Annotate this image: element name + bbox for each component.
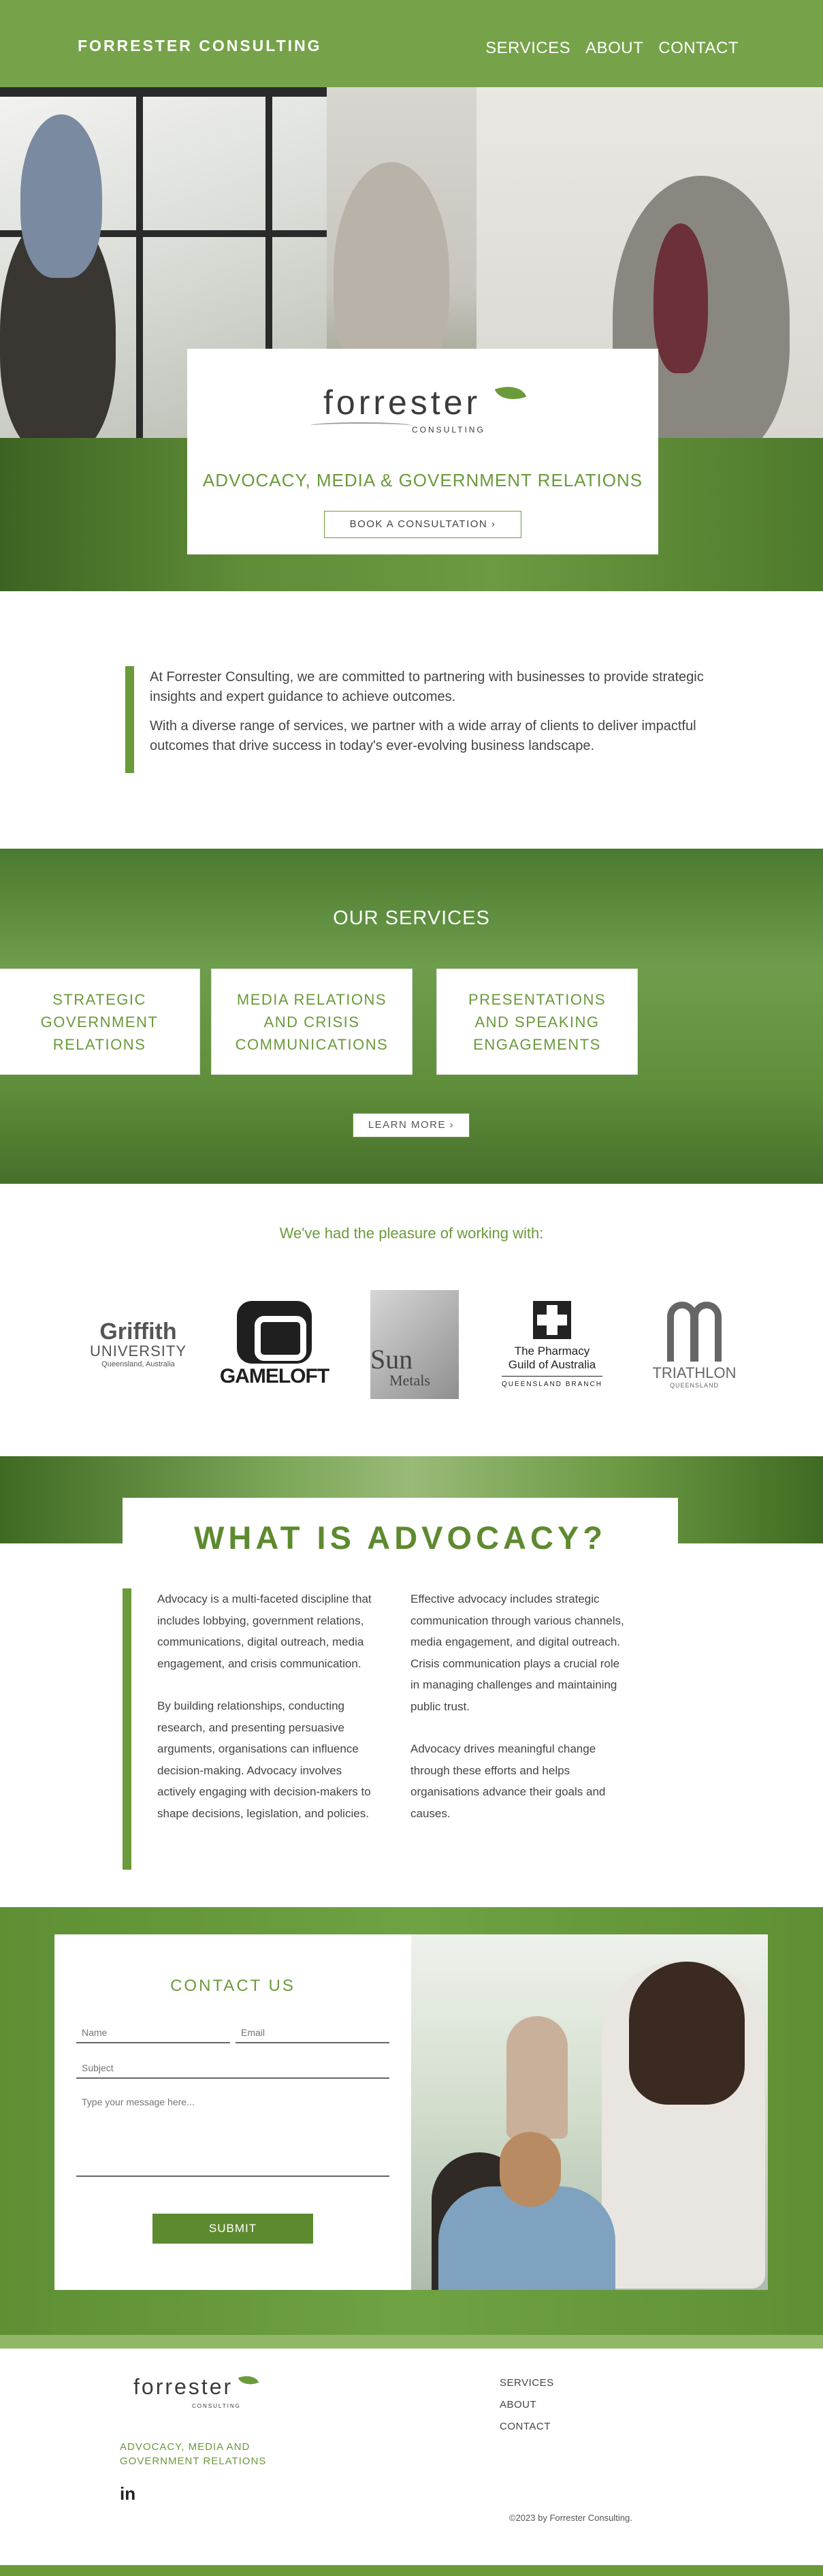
footer-bottom-bar xyxy=(0,2565,823,2576)
sun-metals-mark xyxy=(370,1290,459,1399)
footer-tagline: ADVOCACY, MEDIA AND GOVERNMENT RELATIONS xyxy=(120,2441,267,2467)
service-card-label: STRATEGIC GOVERNMENT RELATIONS xyxy=(40,990,159,1053)
name-field[interactable] xyxy=(76,2023,230,2043)
triathlon-name: TRIATHLON xyxy=(652,1364,737,1381)
copyright: ©2023 by Forrester Consulting. xyxy=(509,2513,632,2523)
book-consultation-button[interactable]: BOOK A CONSULTATION › xyxy=(324,511,521,538)
leaf-icon xyxy=(238,2372,259,2389)
logo-swoosh xyxy=(310,422,412,429)
sun-word: Sun xyxy=(370,1344,413,1375)
leaf-icon xyxy=(495,380,526,406)
contact-photo xyxy=(411,1934,768,2290)
learn-more-button[interactable]: LEARN MORE › xyxy=(353,1113,470,1137)
intro-text xyxy=(150,667,708,766)
contact-title: CONTACT US xyxy=(170,1977,295,1995)
advocacy-paragraph: Advocacy drives meaningful change through these efforts and helps organisations advance their goals and causes. xyxy=(410,1742,606,1820)
email-field[interactable] xyxy=(236,2023,389,2043)
services-title: OUR SERVICES xyxy=(333,907,490,929)
griffith-uni: UNIVERSITY xyxy=(89,1342,187,1360)
advocacy-col-2 xyxy=(410,1588,628,1845)
service-card-label: PRESENTATIONS AND SPEAKING ENGAGEMENTS xyxy=(468,990,607,1053)
gameloft-g-icon xyxy=(237,1301,312,1364)
hero-logo-sub: CONSULTING xyxy=(412,425,485,435)
site-header xyxy=(0,0,823,87)
nav-services[interactable]: SERVICES xyxy=(485,39,571,57)
accent-bar xyxy=(123,1588,131,1870)
subject-field[interactable] xyxy=(76,2058,389,2079)
accent-bar xyxy=(125,666,134,773)
griffith-sub: Queensland, Australia xyxy=(101,1360,175,1368)
griffith-name: Griffith xyxy=(99,1319,177,1345)
contact-strip xyxy=(0,2335,823,2349)
pharmacy-cross-icon xyxy=(533,1301,571,1339)
service-card-government-relations[interactable] xyxy=(0,969,200,1075)
hero-photo-person xyxy=(20,114,102,278)
advocacy-paragraph: By building relationships, conducting research, and presenting persuasive arguments, organisations can influence decision-making. Advocacy involves actively engaging with decision-makers to shape decisions, legislation, and policies. xyxy=(157,1699,371,1820)
advocacy-title: WHAT IS ADVOCACY? xyxy=(194,1520,607,1556)
footer-nav-about[interactable]: ABOUT xyxy=(500,2399,537,2410)
advocacy-paragraph: Effective advocacy includes strategic communication through various channels, media engagement, and digital outreach. Crisis communication plays a crucial role in managing challenges and maintaining public trust. xyxy=(410,1592,624,1713)
pharmacy-branch: QUEENSLAND BRANCH xyxy=(502,1376,602,1388)
site-footer xyxy=(0,2349,823,2576)
griffith-logo xyxy=(80,1290,196,1399)
nav-about[interactable]: ABOUT xyxy=(585,39,644,57)
pharmacy-name xyxy=(509,1345,596,1372)
message-field[interactable] xyxy=(76,2092,389,2177)
footer-nav xyxy=(500,2377,554,2432)
service-card-media-relations[interactable] xyxy=(211,969,413,1075)
pharmacy-line1: The Pharmacy xyxy=(514,1345,590,1357)
intro-paragraph: At Forrester Consulting, we are committed to partnering with businesses to provide strategic insights and expert guidance to achieve outcomes. xyxy=(150,670,704,704)
metals-word: Metals xyxy=(389,1372,430,1389)
submit-button[interactable]: SUBMIT xyxy=(152,2214,313,2244)
footer-logo: forrester xyxy=(133,2374,233,2399)
footer-nav-services[interactable]: SERVICES xyxy=(500,2377,554,2389)
pharmacy-guild-logo xyxy=(487,1290,617,1399)
hero-tagline: ADVOCACY, MEDIA & GOVERNMENT RELATIONS xyxy=(202,470,643,490)
gameloft-logo xyxy=(216,1290,332,1399)
hero-photo-person xyxy=(653,223,708,373)
service-card-presentations[interactable] xyxy=(436,969,638,1075)
clients-title: We've had the pleasure of working with: xyxy=(279,1225,544,1242)
pharmacy-line2: Guild of Australia xyxy=(508,1358,596,1371)
clients-section xyxy=(0,1184,823,1456)
hero-card xyxy=(187,349,658,554)
sun-metals-logo xyxy=(357,1290,472,1399)
gameloft-name: GAMELOFT xyxy=(219,1365,329,1387)
triathlon-arcs-icon xyxy=(660,1300,728,1362)
advocacy-col-1 xyxy=(157,1588,375,1845)
brand-name[interactable]: FORRESTER CONSULTING xyxy=(78,37,322,54)
triathlon-logo xyxy=(640,1290,749,1399)
linkedin-icon[interactable]: in xyxy=(120,2483,136,2504)
contact-section xyxy=(0,1907,823,2349)
contact-form xyxy=(54,1934,411,2290)
hero-logo: forrester xyxy=(323,383,481,422)
intro-section xyxy=(0,591,823,849)
footer-nav-contact[interactable]: CONTACT xyxy=(500,2421,551,2432)
main-nav xyxy=(485,39,739,58)
footer-logo-sub: CONSULTING xyxy=(192,2403,241,2409)
service-card-label: MEDIA RELATIONS AND CRISIS COMMUNICATIONS xyxy=(235,990,389,1053)
services-section xyxy=(0,849,823,1184)
intro-paragraph: With a diverse range of services, we partner with a wide array of clients to deliver impactful outcomes that drive success in today's ever-evolving business landscape. xyxy=(150,719,696,753)
nav-contact[interactable]: CONTACT xyxy=(658,39,739,57)
triathlon-sub: QUEENSLAND xyxy=(669,1382,719,1389)
advocacy-paragraph: Advocacy is a multi-faceted discipline that includes lobbying, government relations, communications, digital outreach, media engagement, and crisis communication. xyxy=(157,1592,372,1670)
